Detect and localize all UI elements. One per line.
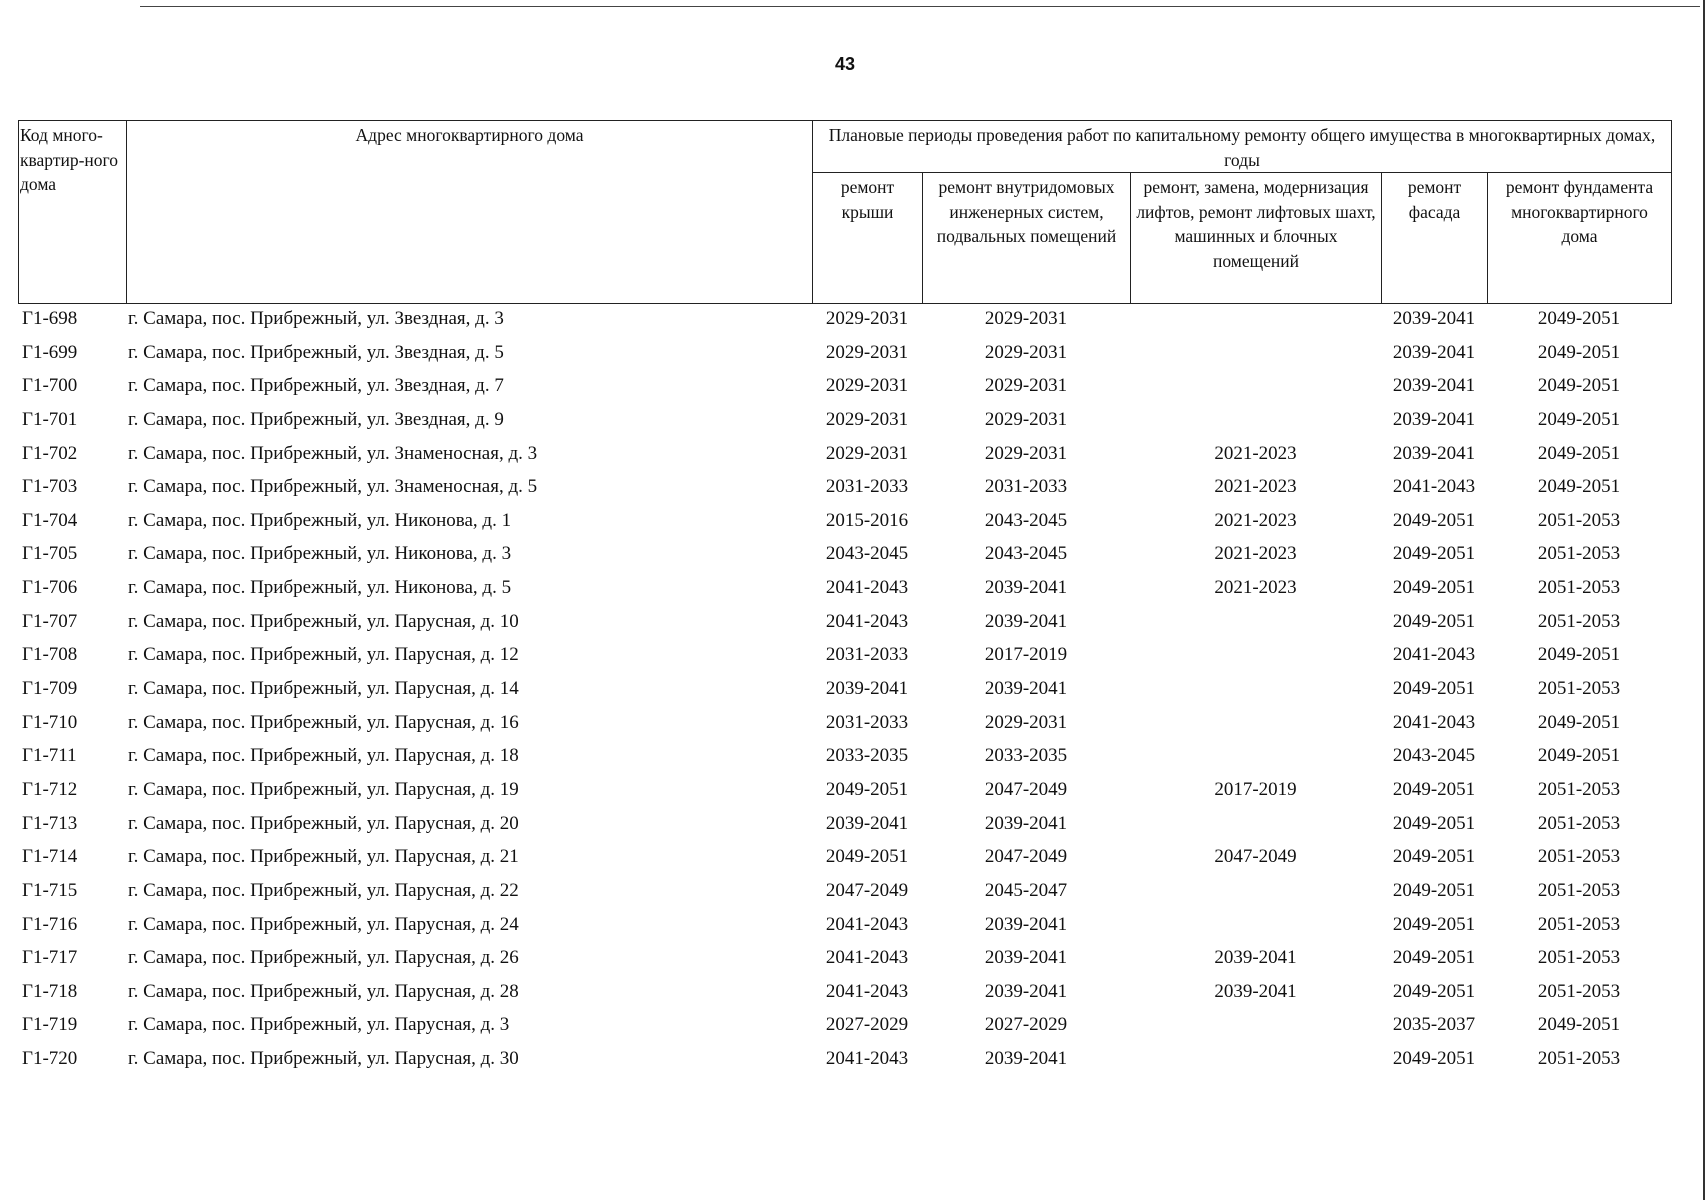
cell-engineering: 2029-2031 <box>984 375 1068 397</box>
cell-foundation: 2049-2051 <box>1537 375 1621 397</box>
cell-facade: 2049-2051 <box>1392 846 1476 868</box>
cell-foundation: 2051-2053 <box>1537 812 1621 834</box>
cell-address: г. Самара, пос. Прибрежный, ул. Парусная, д. 19 <box>128 778 519 800</box>
table-row <box>0 739 1707 773</box>
table-row <box>0 336 1707 370</box>
cell-facade: 2041-2043 <box>1392 644 1476 666</box>
cell-roof: 2041-2043 <box>825 610 909 632</box>
cell-facade: 2039-2041 <box>1392 375 1476 397</box>
cell-roof: 2041-2043 <box>825 1048 909 1070</box>
cell-engineering: 2047-2049 <box>984 778 1068 800</box>
header-facade: ремонт фасада <box>1382 173 1488 304</box>
cell-code: Г1-705 <box>22 543 78 565</box>
cell-engineering: 2039-2041 <box>984 913 1068 935</box>
cell-facade: 2041-2043 <box>1392 476 1476 498</box>
cell-foundation: 2051-2053 <box>1537 913 1621 935</box>
cell-foundation: 2051-2053 <box>1537 980 1621 1002</box>
cell-foundation: 2051-2053 <box>1537 543 1621 565</box>
cell-address: г. Самара, пос. Прибрежный, ул. Знаменосная, д. 5 <box>128 476 538 498</box>
cell-facade: 2049-2051 <box>1392 879 1476 901</box>
cell-engineering: 2029-2031 <box>984 408 1068 430</box>
cell-engineering: 2039-2041 <box>984 1048 1068 1070</box>
cell-foundation: 2051-2053 <box>1537 879 1621 901</box>
cell-address: г. Самара, пос. Прибрежный, ул. Парусная, д. 12 <box>128 644 519 666</box>
cell-lifts: 2021-2023 <box>1214 442 1297 464</box>
cell-code: Г1-710 <box>22 711 78 733</box>
cell-lifts: 2047-2049 <box>1214 846 1297 868</box>
cell-code: Г1-707 <box>22 610 78 632</box>
cell-foundation: 2051-2053 <box>1537 509 1621 531</box>
cell-engineering: 2047-2049 <box>984 846 1068 868</box>
table-row <box>0 1008 1707 1042</box>
table-row <box>0 975 1707 1009</box>
table-row <box>0 638 1707 672</box>
cell-code: Г1-706 <box>22 577 78 599</box>
cell-foundation: 2051-2053 <box>1537 846 1621 868</box>
cell-roof: 2033-2035 <box>825 745 909 767</box>
table-row <box>0 437 1707 471</box>
cell-address: г. Самара, пос. Прибрежный, ул. Парусная, д. 22 <box>128 879 519 901</box>
cell-address: г. Самара, пос. Прибрежный, ул. Звездная, д. 9 <box>128 408 504 430</box>
cell-roof: 2041-2043 <box>825 577 909 599</box>
cell-facade: 2035-2037 <box>1392 1014 1476 1036</box>
cell-address: г. Самара, пос. Прибрежный, ул. Парусная, д. 21 <box>128 846 519 868</box>
cell-engineering: 2033-2035 <box>984 745 1068 767</box>
cell-facade: 2049-2051 <box>1392 509 1476 531</box>
cell-lifts: 2017-2019 <box>1214 778 1297 800</box>
cell-engineering: 2029-2031 <box>984 341 1068 363</box>
cell-foundation: 2051-2053 <box>1537 610 1621 632</box>
cell-address: г. Самара, пос. Прибрежный, ул. Знаменосная, д. 3 <box>128 442 538 464</box>
header-lifts: ремонт, замена, модернизация лифтов, ремонт лифтовых шахт, машинных и блочных помещений <box>1131 173 1382 304</box>
top-border-line <box>140 6 1700 7</box>
cell-code: Г1-715 <box>22 879 78 901</box>
cell-address: г. Самара, пос. Прибрежный, ул. Парусная, д. 16 <box>128 711 519 733</box>
cell-code: Г1-712 <box>22 778 78 800</box>
cell-facade: 2049-2051 <box>1392 577 1476 599</box>
cell-foundation: 2049-2051 <box>1537 745 1621 767</box>
cell-engineering: 2039-2041 <box>984 610 1068 632</box>
cell-code: Г1-699 <box>22 341 78 363</box>
table-row <box>0 605 1707 639</box>
cell-address: г. Самара, пос. Прибрежный, ул. Парусная, д. 18 <box>128 745 519 767</box>
cell-engineering: 2039-2041 <box>984 812 1068 834</box>
cell-code: Г1-703 <box>22 476 78 498</box>
cell-code: Г1-714 <box>22 846 78 868</box>
cell-code: Г1-698 <box>22 308 78 329</box>
cell-lifts: 2021-2023 <box>1214 476 1297 498</box>
cell-engineering: 2029-2031 <box>984 442 1068 464</box>
cell-facade: 2039-2041 <box>1392 442 1476 464</box>
cell-facade: 2039-2041 <box>1392 341 1476 363</box>
cell-code: Г1-704 <box>22 509 78 531</box>
header-address: Адрес многоквартирного дома <box>127 121 813 304</box>
cell-code: Г1-709 <box>22 678 78 700</box>
table-row <box>0 773 1707 807</box>
cell-facade: 2049-2051 <box>1392 812 1476 834</box>
cell-lifts: 2021-2023 <box>1214 543 1297 565</box>
cell-code: Г1-713 <box>22 812 78 834</box>
cell-engineering: 2029-2031 <box>984 711 1068 733</box>
cell-roof: 2043-2045 <box>825 543 909 565</box>
page-number: 43 <box>834 54 856 74</box>
cell-engineering: 2045-2047 <box>984 879 1068 901</box>
table-row <box>0 302 1707 336</box>
header-roof: ремонт крыши <box>813 173 923 304</box>
header-foundation: ремонт фундамента многоквартирного дома <box>1488 173 1672 304</box>
cell-code: Г1-716 <box>22 913 78 935</box>
cell-roof: 2049-2051 <box>825 846 909 868</box>
cell-foundation: 2051-2053 <box>1537 778 1621 800</box>
cell-engineering: 2043-2045 <box>984 543 1068 565</box>
cell-address: г. Самара, пос. Прибрежный, ул. Звездная, д. 7 <box>128 375 504 397</box>
cell-address: г. Самара, пос. Прибрежный, ул. Парусная, д. 14 <box>128 678 519 700</box>
cell-facade: 2049-2051 <box>1392 980 1476 1002</box>
cell-foundation: 2049-2051 <box>1537 644 1621 666</box>
table-row <box>0 840 1707 874</box>
cell-code: Г1-720 <box>22 1048 78 1070</box>
cell-code: Г1-711 <box>22 745 77 767</box>
table-body <box>0 302 1707 1076</box>
cell-code: Г1-702 <box>22 442 78 464</box>
cell-engineering: 2039-2041 <box>984 678 1068 700</box>
cell-engineering: 2017-2019 <box>984 644 1068 666</box>
table-row <box>0 1042 1707 1076</box>
cell-roof: 2049-2051 <box>825 778 909 800</box>
table-row <box>0 403 1707 437</box>
cell-engineering: 2031-2033 <box>984 476 1068 498</box>
table-row <box>0 941 1707 975</box>
cell-facade: 2039-2041 <box>1392 408 1476 430</box>
cell-lifts: 2039-2041 <box>1214 980 1297 1002</box>
cell-engineering: 2043-2045 <box>984 509 1068 531</box>
cell-roof: 2031-2033 <box>825 476 909 498</box>
cell-engineering: 2039-2041 <box>984 947 1068 969</box>
cell-roof: 2047-2049 <box>825 879 909 901</box>
cell-facade: 2043-2045 <box>1392 745 1476 767</box>
table-row <box>0 537 1707 571</box>
cell-roof: 2029-2031 <box>825 442 909 464</box>
table-row <box>0 369 1707 403</box>
table-row <box>0 470 1707 504</box>
cell-roof: 2041-2043 <box>825 947 909 969</box>
cell-code: Г1-717 <box>22 947 78 969</box>
cell-roof: 2029-2031 <box>825 408 909 430</box>
header-engineering: ремонт внутридомовых инженерных систем, подвальных помещений <box>923 173 1131 304</box>
cell-code: Г1-700 <box>22 375 78 397</box>
cell-facade: 2049-2051 <box>1392 610 1476 632</box>
cell-engineering: 2029-2031 <box>984 308 1068 329</box>
cell-foundation: 2051-2053 <box>1537 1048 1621 1070</box>
cell-address: г. Самара, пос. Прибрежный, ул. Парусная, д. 30 <box>128 1048 519 1070</box>
cell-foundation: 2049-2051 <box>1537 308 1621 329</box>
cell-lifts: 2039-2041 <box>1214 947 1297 969</box>
cell-foundation: 2049-2051 <box>1537 1014 1621 1036</box>
cell-engineering: 2039-2041 <box>984 577 1068 599</box>
cell-roof: 2015-2016 <box>825 509 909 531</box>
cell-roof: 2039-2041 <box>825 678 909 700</box>
cell-foundation: 2049-2051 <box>1537 711 1621 733</box>
table-row <box>0 874 1707 908</box>
cell-roof: 2039-2041 <box>825 812 909 834</box>
header-periods: Плановые периоды проведения работ по капитальному ремонту общего имущества в многоквартирных домах, годы <box>813 121 1672 173</box>
cell-address: г. Самара, пос. Прибрежный, ул. Никонова, д. 1 <box>128 509 512 531</box>
cell-foundation: 2049-2051 <box>1537 408 1621 430</box>
cell-address: г. Самара, пос. Прибрежный, ул. Никонова, д. 5 <box>128 577 512 599</box>
cell-roof: 2029-2031 <box>825 308 909 329</box>
cell-foundation: 2051-2053 <box>1537 577 1621 599</box>
cell-foundation: 2049-2051 <box>1537 476 1621 498</box>
cell-address: г. Самара, пос. Прибрежный, ул. Никонова, д. 3 <box>128 543 512 565</box>
table-row <box>0 504 1707 538</box>
cell-code: Г1-701 <box>22 408 78 430</box>
cell-address: г. Самара, пос. Прибрежный, ул. Парусная, д. 3 <box>128 1014 510 1036</box>
cell-facade: 2039-2041 <box>1392 308 1476 329</box>
cell-lifts: 2021-2023 <box>1214 509 1297 531</box>
cell-roof: 2031-2033 <box>825 711 909 733</box>
cell-roof: 2041-2043 <box>825 913 909 935</box>
cell-facade: 2049-2051 <box>1392 778 1476 800</box>
table-header <box>18 120 1672 304</box>
table-row <box>0 908 1707 942</box>
cell-lifts: 2021-2023 <box>1214 577 1297 599</box>
cell-address: г. Самара, пос. Прибрежный, ул. Звездная, д. 5 <box>128 341 504 363</box>
cell-facade: 2049-2051 <box>1392 913 1476 935</box>
cell-facade: 2049-2051 <box>1392 947 1476 969</box>
cell-engineering: 2039-2041 <box>984 980 1068 1002</box>
cell-foundation: 2051-2053 <box>1537 947 1621 969</box>
cell-address: г. Самара, пос. Прибрежный, ул. Парусная, д. 20 <box>128 812 519 834</box>
cell-facade: 2049-2051 <box>1392 543 1476 565</box>
cell-facade: 2041-2043 <box>1392 711 1476 733</box>
cell-address: г. Самара, пос. Прибрежный, ул. Парусная, д. 26 <box>128 947 519 969</box>
cell-foundation: 2049-2051 <box>1537 341 1621 363</box>
cell-address: г. Самара, пос. Прибрежный, ул. Звездная, д. 3 <box>128 308 504 329</box>
cell-code: Г1-719 <box>22 1014 78 1036</box>
cell-roof: 2031-2033 <box>825 644 909 666</box>
cell-roof: 2027-2029 <box>825 1014 909 1036</box>
cell-code: Г1-708 <box>22 644 78 666</box>
table-row <box>0 706 1707 740</box>
cell-facade: 2049-2051 <box>1392 1048 1476 1070</box>
table-row <box>0 807 1707 841</box>
cell-facade: 2049-2051 <box>1392 678 1476 700</box>
cell-address: г. Самара, пос. Прибрежный, ул. Парусная, д. 28 <box>128 980 519 1002</box>
cell-foundation: 2049-2051 <box>1537 442 1621 464</box>
cell-roof: 2041-2043 <box>825 980 909 1002</box>
cell-code: Г1-718 <box>22 980 78 1002</box>
table-row <box>0 672 1707 706</box>
cell-roof: 2029-2031 <box>825 341 909 363</box>
cell-roof: 2029-2031 <box>825 375 909 397</box>
cell-engineering: 2027-2029 <box>984 1014 1068 1036</box>
cell-foundation: 2051-2053 <box>1537 678 1621 700</box>
cell-address: г. Самара, пос. Прибрежный, ул. Парусная, д. 10 <box>128 610 519 632</box>
cell-address: г. Самара, пос. Прибрежный, ул. Парусная, д. 24 <box>128 913 519 935</box>
header-code: Код много-квартир-ного дома <box>19 121 127 304</box>
table-row <box>0 571 1707 605</box>
